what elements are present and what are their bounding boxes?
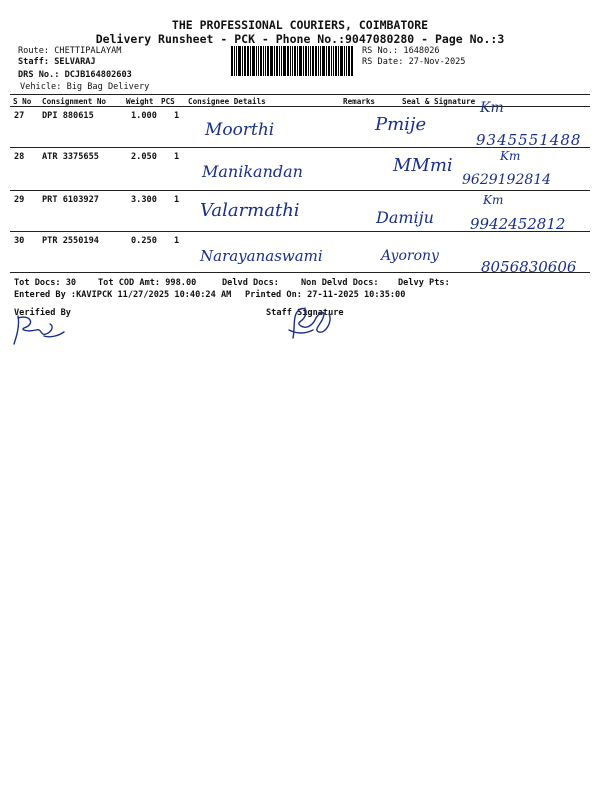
barcode-bar xyxy=(238,46,241,76)
row-rule xyxy=(10,272,590,273)
row-consignment: DPI 880615 xyxy=(42,111,94,121)
barcode-bar xyxy=(250,46,251,76)
barcode-bar xyxy=(279,46,280,76)
drs-label: DRS No.: DCJB164802603 xyxy=(18,70,132,80)
barcode-bar xyxy=(333,46,334,76)
rs-date-label: RS Date: 27-Nov-2025 xyxy=(362,57,466,67)
verified-by-label: Verified By xyxy=(14,308,71,318)
receiver-signature: Pmije xyxy=(375,114,427,135)
barcode-bar xyxy=(281,46,282,76)
row-pcs: 1 xyxy=(174,236,180,246)
staff-signature-label: Staff Signature xyxy=(266,308,344,318)
printed-on: Printed On: 27-11-2025 10:35:00 xyxy=(245,290,406,300)
barcode-bar xyxy=(312,46,314,76)
barcode-bar xyxy=(348,46,350,76)
barcode-bar xyxy=(247,46,249,76)
barcode-bar xyxy=(338,46,339,76)
phone-handwriting: 8056830606 xyxy=(481,258,577,276)
row-rule xyxy=(10,147,590,148)
row-consignment: PRT 6103927 xyxy=(42,195,99,205)
row-consignment: PTR 2550194 xyxy=(42,236,99,246)
km-note: Km xyxy=(480,100,504,116)
consignee-handwriting: Narayanaswami xyxy=(200,247,323,265)
col-header-seal: Seal & Signature xyxy=(402,97,476,106)
consignee-handwriting: Manikandan xyxy=(202,162,303,181)
barcode-bar xyxy=(242,46,243,76)
col-header-pcs: PCS xyxy=(161,97,175,106)
rs-no-label: RS No.: 1648026 xyxy=(362,46,440,56)
row-sno: 27 xyxy=(14,111,25,121)
table-top-rule xyxy=(10,94,590,95)
barcode-bar xyxy=(283,46,286,76)
phone-handwriting: 9629192814 xyxy=(462,172,552,188)
barcode-bar xyxy=(294,46,296,76)
consignee-handwriting: Valarmathi xyxy=(200,200,300,221)
barcode-bar xyxy=(340,46,343,76)
total-cod-amount: Tot COD Amt: 998.00 xyxy=(98,278,197,288)
runsheet-subtitle: Delivery Runsheet - PCK - Phone No.:9047080280 - Page No.:3 xyxy=(95,32,505,46)
barcode-bar xyxy=(326,46,327,76)
barcode-bar xyxy=(335,46,337,76)
barcode-bar xyxy=(297,46,298,76)
barcode-bar xyxy=(328,46,330,76)
barcode-bar xyxy=(244,46,246,76)
barcode-bar xyxy=(252,46,255,76)
verified-signature-image xyxy=(10,312,70,348)
barcode-bar xyxy=(299,46,302,76)
consignee-handwriting: Moorthi xyxy=(205,120,275,140)
barcode-bar xyxy=(303,46,304,76)
barcode-bar xyxy=(351,46,353,76)
receiver-signature: Damiju xyxy=(376,208,434,227)
col-header-consignment: Consignment No xyxy=(42,97,107,106)
staff-signature-image xyxy=(283,300,343,342)
barcode-bar xyxy=(274,46,275,76)
receiver-signature: Ayorony xyxy=(381,248,439,264)
company-title: THE PROFESSIONAL COURIERS, COIMBATORE xyxy=(171,18,429,32)
barcode-bar xyxy=(270,46,273,76)
row-rule xyxy=(10,231,590,232)
km-note: Km xyxy=(483,193,504,207)
barcode-bar xyxy=(322,46,325,76)
barcode-bar xyxy=(263,46,264,76)
barcode-bar xyxy=(290,46,291,76)
phone-handwriting: 9942452812 xyxy=(470,215,566,233)
barcode-image xyxy=(231,46,355,76)
total-docs: Tot Docs: 30 xyxy=(14,278,77,288)
km-note: Km xyxy=(500,149,521,163)
barcode-bar xyxy=(256,46,257,76)
barcode-bar xyxy=(318,46,319,76)
route-label: Route: CHETTIPALAYAM xyxy=(18,46,122,56)
row-pcs: 1 xyxy=(174,152,180,162)
row-consignment: ATR 3375655 xyxy=(42,152,99,162)
delivery-points: Delvy Pts: xyxy=(398,278,450,288)
col-header-sno: S No xyxy=(13,97,32,106)
staff-label: Staff: SELVARAJ xyxy=(18,57,96,67)
barcode-bar xyxy=(231,46,233,76)
row-weight: 1.000 xyxy=(131,111,157,121)
barcode-bar xyxy=(320,46,321,76)
col-header-consignee: Consignee Details xyxy=(188,97,266,106)
barcode-bar xyxy=(344,46,345,76)
barcode-bar xyxy=(234,46,235,76)
delivered-docs: Delvd Docs: xyxy=(222,278,279,288)
col-header-remarks: Remarks xyxy=(343,97,376,106)
barcode-bar xyxy=(276,46,278,76)
row-weight: 3.300 xyxy=(131,195,157,205)
non-delivered-docs: Non Delvd Docs: xyxy=(301,278,379,288)
vehicle-label: Vehicle: Big Bag Delivery xyxy=(20,82,150,92)
row-sno: 30 xyxy=(14,236,25,246)
phone-handwriting: 9345551488 xyxy=(476,131,582,149)
receiver-signature: MMmi xyxy=(393,155,453,176)
barcode-bar xyxy=(308,46,309,76)
barcode-bar xyxy=(331,46,332,76)
row-pcs: 1 xyxy=(174,195,180,205)
row-sno: 28 xyxy=(14,152,25,162)
barcode-bar xyxy=(287,46,289,76)
barcode-bar xyxy=(236,46,237,76)
barcode-bar xyxy=(292,46,293,76)
entered-by: Entered By :KAVIPCK 11/27/2025 10:40:24 AM xyxy=(14,290,232,300)
row-weight: 0.250 xyxy=(131,236,157,246)
barcode-bar xyxy=(260,46,262,76)
barcode-bar xyxy=(265,46,266,76)
row-weight: 2.050 xyxy=(131,152,157,162)
barcode-bar xyxy=(315,46,317,76)
barcode-bar xyxy=(258,46,259,76)
barcode-bar xyxy=(267,46,269,76)
barcode-bar xyxy=(310,46,311,76)
barcode-bar xyxy=(346,46,347,76)
row-rule xyxy=(10,190,590,191)
col-header-weight: Weight xyxy=(126,97,154,106)
row-pcs: 1 xyxy=(174,111,180,121)
barcode-bar xyxy=(305,46,307,76)
row-sno: 29 xyxy=(14,195,25,205)
